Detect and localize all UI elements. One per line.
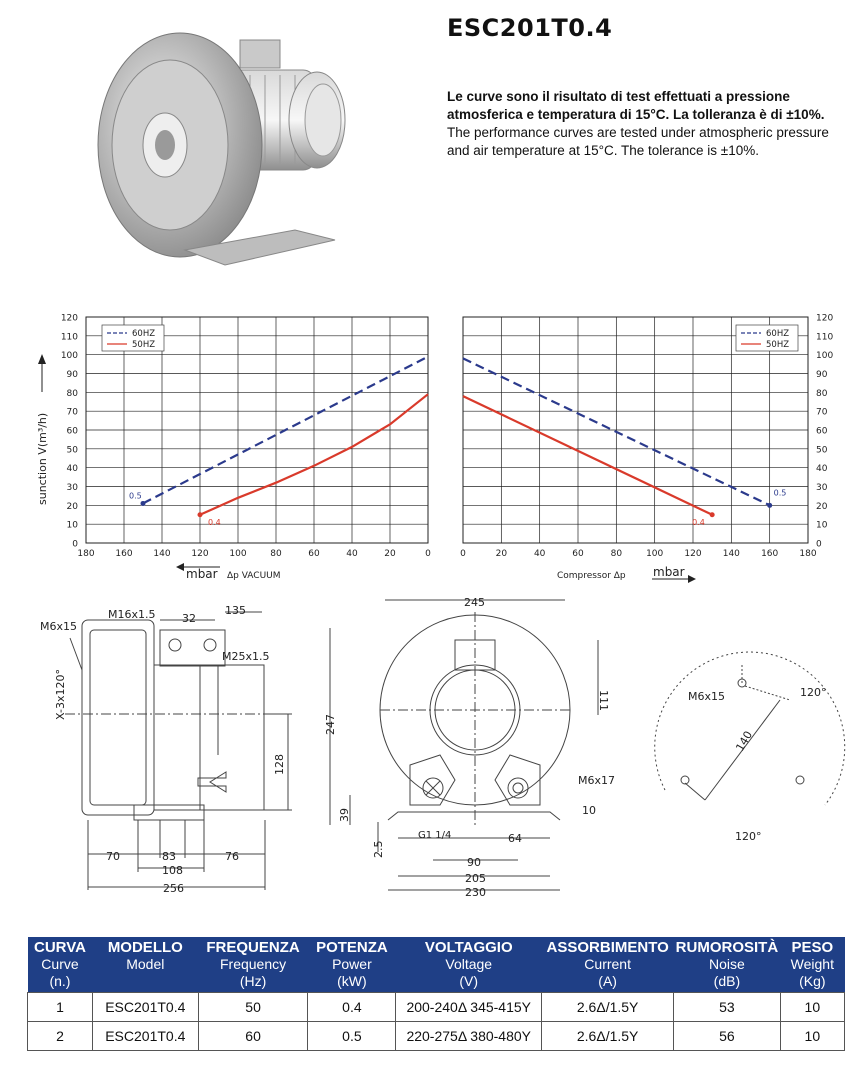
y-tick-label: 90 xyxy=(66,370,78,380)
dim-256: 256 xyxy=(163,882,184,895)
x-axis-label: Compressor Δp xyxy=(557,571,626,581)
header-col-2 xyxy=(198,937,308,993)
x-tick-label: 100 xyxy=(646,549,664,559)
x-tick-label: 0 xyxy=(460,549,466,559)
dim-83: 83 xyxy=(162,850,176,863)
series-end-point xyxy=(710,512,715,517)
dim-205: 205 xyxy=(465,872,486,885)
y-tick-label: 110 xyxy=(816,332,834,343)
table-cell: 10 xyxy=(780,1022,844,1051)
y-tick-label: 60 xyxy=(816,426,828,437)
series-end-label: 0.4 xyxy=(692,517,705,527)
legend-label: 50HZ xyxy=(766,340,790,350)
header-unit: (Hz) xyxy=(239,973,267,989)
x-tick-label: 40 xyxy=(533,549,546,559)
angle-120-top: 120° xyxy=(800,686,827,699)
x-tick-label: 140 xyxy=(722,549,740,559)
series-end-label: 0.5 xyxy=(773,488,787,498)
y-tick-label: 100 xyxy=(816,351,834,362)
dim-70: 70 xyxy=(106,850,120,863)
y-tick-label: 0 xyxy=(72,539,78,550)
y-axis-arrow-head xyxy=(38,354,46,364)
dim-111: 111 xyxy=(597,690,610,711)
dim-m6x15-flange: M6x15 xyxy=(688,690,725,703)
x-axis-arrow-head xyxy=(688,575,696,583)
header-col-7 xyxy=(780,937,844,993)
spec-table-body xyxy=(28,993,845,1051)
description-italian: Le curve sono il risultato di test effettuati a pressione atmosferica e temperatura di 15°C. La tolleranza è di ±10%. xyxy=(447,89,825,122)
legend-label: 50HZ xyxy=(132,340,156,350)
y-tick-label: 20 xyxy=(66,501,78,512)
table-cell: 0.4 xyxy=(308,993,396,1022)
dim-90: 90 xyxy=(467,856,481,869)
spec-table xyxy=(27,937,845,1051)
y-tick-label: 100 xyxy=(60,351,78,362)
x-tick-label: 40 xyxy=(346,549,358,559)
dim-10: 10 xyxy=(582,804,596,817)
header-it: POTENZA xyxy=(316,939,388,956)
y-tick-label: 60 xyxy=(66,426,78,437)
x-tick-label: 0 xyxy=(425,549,431,559)
dim-m16: M16x1.5 xyxy=(108,608,156,621)
angle-120-bottom: 120° xyxy=(735,830,762,843)
header-col-1 xyxy=(92,937,198,993)
header-col-6 xyxy=(674,937,781,993)
header-it: FREQUENZA xyxy=(206,939,300,956)
header-unit: (Kg) xyxy=(799,973,826,989)
legend-label: 60HZ xyxy=(132,329,156,339)
x-axis-unit: mbar xyxy=(186,567,218,581)
table-cell: 220-275Δ 380-480Y xyxy=(396,1022,542,1051)
y-tick-label: 10 xyxy=(66,520,78,531)
dim-135: 135 xyxy=(225,604,246,617)
dim-247: 247 xyxy=(324,714,337,735)
x-tick-label: 120 xyxy=(684,549,702,559)
table-cell: 10 xyxy=(780,993,844,1022)
y-tick-label: 80 xyxy=(66,388,78,399)
header-unit: (V) xyxy=(459,973,479,989)
dim-m25: M25x1.5 xyxy=(222,650,270,663)
dim-g14: G1 1/4 xyxy=(418,830,452,841)
header-unit: (dB) xyxy=(713,973,741,989)
dim-m6x15-side: M6x15 xyxy=(40,620,77,633)
x-tick-label: 20 xyxy=(384,549,396,559)
x-tick-label: 20 xyxy=(495,549,508,559)
series-end-point xyxy=(198,512,203,517)
y-tick-label: 70 xyxy=(66,407,78,418)
table-cell: 56 xyxy=(674,1022,781,1051)
x-axis-arrow-head xyxy=(176,563,184,571)
header-en: Weight xyxy=(790,956,834,972)
x-axis-unit: mbar xyxy=(653,565,685,579)
series-end-label: 0.5 xyxy=(129,491,142,501)
x-tick-label: 160 xyxy=(761,549,779,559)
y-tick-label: 110 xyxy=(60,332,78,343)
table-cell: 2 xyxy=(28,1022,93,1051)
compressor-chart xyxy=(460,314,833,584)
y-tick-label: 50 xyxy=(816,445,828,456)
dim-245: 245 xyxy=(464,596,485,609)
x-tick-label: 120 xyxy=(191,549,209,559)
series-end-point xyxy=(767,503,772,508)
header-col-0 xyxy=(28,937,93,993)
header-en: Curve xyxy=(41,956,79,972)
table-row xyxy=(28,993,845,1022)
spec-table-header xyxy=(28,937,845,993)
header-en: Noise xyxy=(709,956,745,972)
x-tick-label: 100 xyxy=(229,549,247,559)
header-it: ASSORBIMENTO xyxy=(546,939,669,956)
y-tick-label: 30 xyxy=(816,483,828,493)
header-col-4 xyxy=(396,937,542,993)
header-unit xyxy=(94,973,196,990)
dim-x3: X-3x120° xyxy=(54,669,67,720)
series-line-50hz xyxy=(463,396,712,515)
header-it: VOLTAGGIO xyxy=(424,939,513,956)
table-cell: 50 xyxy=(198,993,308,1022)
header-en: Voltage xyxy=(445,956,493,972)
y-tick-label: 30 xyxy=(66,483,78,493)
x-tick-label: 180 xyxy=(77,549,95,559)
y-tick-label: 40 xyxy=(816,464,828,475)
header-en: Model xyxy=(126,956,165,972)
y-tick-label: 20 xyxy=(816,501,828,512)
dim-230: 230 xyxy=(465,886,486,899)
table-cell: 53 xyxy=(674,993,781,1022)
header-en: Current xyxy=(584,956,631,972)
table-cell: 1 xyxy=(28,993,93,1022)
dim-76: 76 xyxy=(225,850,239,863)
table-cell: ESC201T0.4 xyxy=(92,993,198,1022)
header-en: Power xyxy=(332,956,372,972)
y-tick-label: 70 xyxy=(816,407,828,418)
dim-140: 140 xyxy=(733,728,756,754)
table-cell: 0.5 xyxy=(308,1022,396,1051)
y-tick-label: 80 xyxy=(816,388,828,399)
series-end-label: 0.4 xyxy=(208,517,221,527)
legend-label: 60HZ xyxy=(766,329,790,339)
header-it: MODELLO xyxy=(107,939,183,956)
x-axis-label: Δp VACUUM xyxy=(227,571,281,581)
description-english: The performance curves are tested under atmospheric pressure and air temperature at 15°C. The tolerance is ±10%. xyxy=(447,125,829,158)
x-tick-label: 80 xyxy=(270,549,282,559)
series-end-point xyxy=(141,501,146,506)
flange-detail xyxy=(655,652,845,805)
dim-128: 128 xyxy=(273,754,286,775)
x-tick-label: 180 xyxy=(799,549,817,559)
header-it: CURVA xyxy=(34,939,86,956)
table-cell: 2.6Δ/1.5Y xyxy=(542,1022,674,1051)
dimension-drawings xyxy=(0,590,858,910)
header-en: Frequency xyxy=(219,956,287,972)
header-it: RUMOROSITÀ xyxy=(675,939,779,956)
dim-32: 32 xyxy=(182,612,196,625)
dim-39: 39 xyxy=(338,808,351,822)
x-tick-label: 60 xyxy=(572,549,584,559)
dim-2-5: 2.5 xyxy=(372,840,385,858)
y-tick-label: 120 xyxy=(60,313,78,324)
y-tick-label: 0 xyxy=(816,539,822,550)
blower-product-image xyxy=(95,20,365,280)
y-tick-label: 90 xyxy=(816,370,828,380)
dim-m6x17: M6x17 xyxy=(578,774,615,787)
y-axis-label: sunction V(m³/h) xyxy=(36,412,49,505)
table-cell: 2.6Δ/1.5Y xyxy=(542,993,674,1022)
performance-charts xyxy=(0,300,858,590)
header-col-5 xyxy=(542,937,674,993)
table-cell: 200-240Δ 345-415Y xyxy=(396,993,542,1022)
x-tick-label: 140 xyxy=(153,549,171,559)
header-col-3 xyxy=(308,937,396,993)
y-tick-label: 50 xyxy=(66,445,78,456)
x-tick-label: 80 xyxy=(610,549,623,559)
x-tick-label: 60 xyxy=(308,549,320,559)
front-view xyxy=(330,600,598,890)
curve-description xyxy=(447,88,832,160)
header-it: PESO xyxy=(791,939,834,956)
dim-108: 108 xyxy=(162,864,183,877)
header-unit: (kW) xyxy=(337,973,367,989)
y-tick-label: 120 xyxy=(816,313,834,324)
y-tick-label: 40 xyxy=(66,464,78,475)
table-row xyxy=(28,1022,845,1051)
model-title: ESC201T0.4 xyxy=(447,14,613,42)
y-tick-label: 10 xyxy=(816,520,828,531)
table-cell: ESC201T0.4 xyxy=(92,1022,198,1051)
vacuum-chart xyxy=(36,314,431,582)
header-unit: (A) xyxy=(598,973,617,989)
table-cell: 60 xyxy=(198,1022,308,1051)
x-tick-label: 160 xyxy=(115,549,133,559)
dim-64: 64 xyxy=(508,832,522,845)
header-unit: (n.) xyxy=(49,973,71,989)
